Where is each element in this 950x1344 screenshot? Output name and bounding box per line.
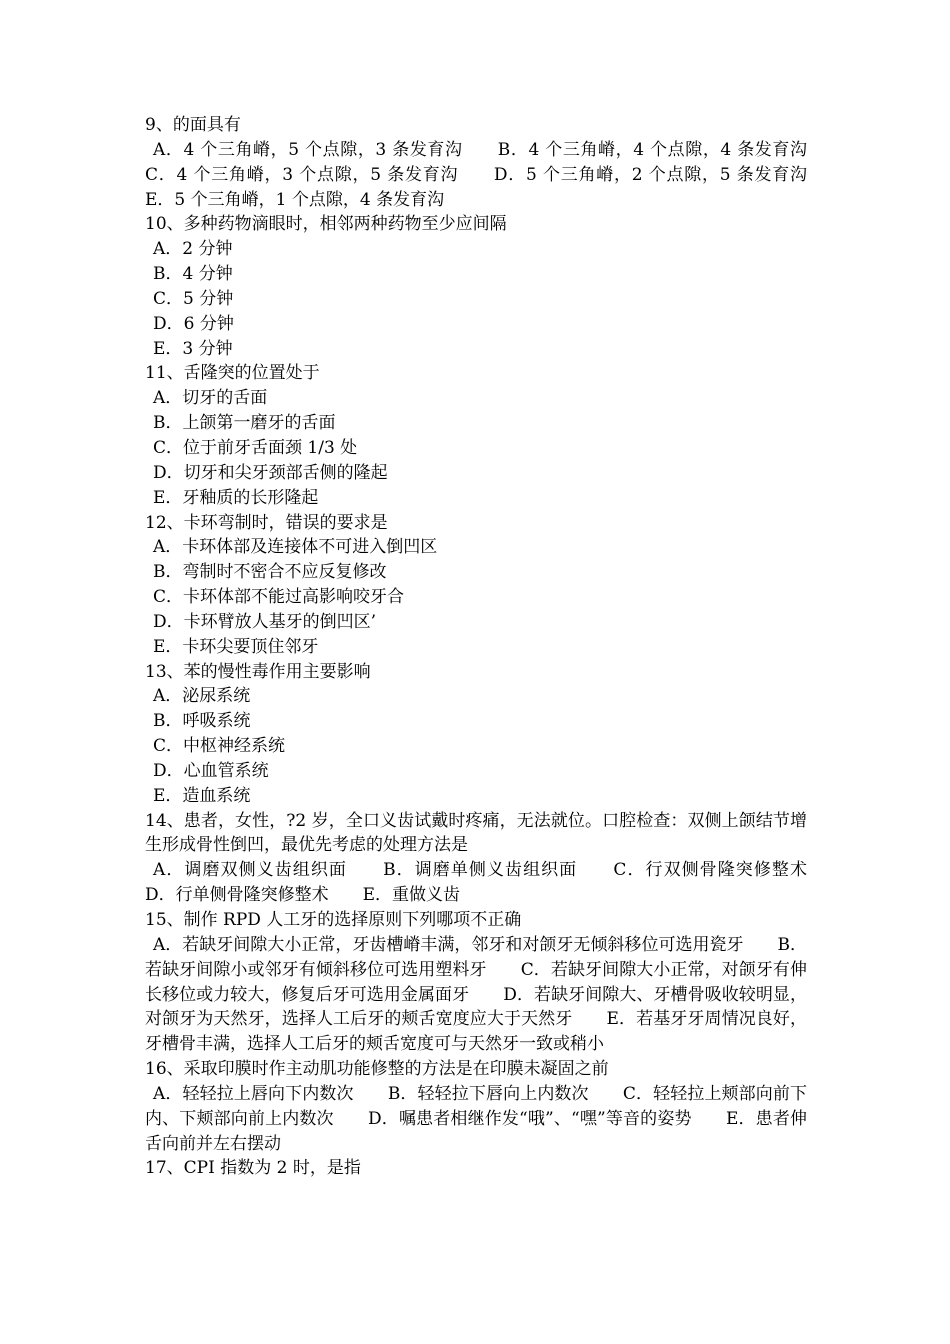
- question-stem: 9、的面具有: [145, 115, 241, 135]
- option-e: E．牙釉质的长形隆起: [153, 487, 319, 508]
- option-d: D．切牙和尖牙颈部舌侧的隆起: [153, 462, 388, 483]
- option-e: E．造血系统: [153, 785, 251, 806]
- question-stem: 12、卡环弯制时，错误的要求是: [145, 512, 388, 533]
- question-stem: 17、CPI 指数为 2 时，是指: [145, 1158, 361, 1179]
- question-stem: 13、苯的慢性毒作用主要影响: [145, 661, 371, 682]
- question-stem: 14、患者，女性，?2 岁，全口义齿试戴时疼痛，无法就位。口腔检查：双侧上颌结节增生形成骨性倒凹，最优先考虑的处理方法是: [145, 810, 807, 856]
- question-options-paragraph: A．4 个三角嵴，5 个点隙，3 条发育沟 B．4 个三角嵴，4 个点隙，4 条发育沟 C．4 个三角嵴，3 个点隙，5 条发育沟 D．5 个三角嵴，2 个点隙，5 条发育沟 E．5 个三角嵴，1 个点隙，4 条发育沟: [145, 139, 841, 210]
- question-options-paragraph: A．调磨双侧义齿组织面 B．调磨单侧义齿组织面 C．行双侧骨隆突修整术 D．行单侧骨隆突修整术 E．重做义齿: [145, 860, 841, 906]
- option-c: C．位于前牙舌面颈 1/3 处: [153, 437, 358, 458]
- question-12: [145, 511, 807, 660]
- option-b: B．弯制时不密合不应反复修改: [153, 562, 387, 583]
- option-c: C．中枢神经系统: [153, 736, 286, 757]
- option-c: C．卡环体部不能过高影响咬牙合: [153, 587, 405, 608]
- question-16: [145, 1057, 807, 1156]
- question-stem: 10、多种药物滴眼时，相邻两种药物至少应间隔: [145, 214, 507, 235]
- question-stem: 11、舌隆突的位置处于: [145, 363, 320, 384]
- question-15: [145, 908, 807, 1057]
- question-stem: 16、采取印膜时作主动肌功能修整的方法是在印膜未凝固之前: [145, 1059, 609, 1080]
- option-a: A．切牙的舌面: [153, 388, 268, 409]
- option-d: D．卡环臂放人基牙的倒凹区’: [153, 611, 377, 632]
- exam-page: [145, 113, 841, 1181]
- option-e: E．3 分钟: [153, 338, 233, 359]
- question-14: [145, 809, 841, 908]
- option-e: E．卡环尖要顶住邻牙: [153, 636, 319, 657]
- option-a: A．泌尿系统: [153, 686, 251, 707]
- option-d: D．心血管系统: [153, 760, 269, 781]
- question-9: [145, 113, 841, 212]
- option-b: B．呼吸系统: [153, 711, 251, 732]
- option-b: B．上颌第一磨牙的舌面: [153, 413, 336, 434]
- question-options-paragraph: A．轻轻拉上唇向下内数次 B．轻轻拉下唇向上内数次 C．轻轻拉上颊部向前下内、下颊部向前上内数次 D．嘱患者相继作发“哦”、“嘿”等音的姿势 E．患者伸舌向前并左右摆动: [145, 1083, 807, 1154]
- option-a: A．2 分钟: [153, 239, 233, 260]
- question-17: [145, 1156, 807, 1181]
- option-d: D．6 分钟: [153, 313, 234, 334]
- option-c: C．5 分钟: [153, 288, 234, 309]
- question-11: [145, 361, 807, 510]
- option-a: A．卡环体部及连接体不可进入倒凹区: [153, 537, 438, 558]
- option-b: B．4 分钟: [153, 264, 233, 285]
- question-stem: 15、制作 RPD 人工牙的选择原则下列哪项不正确: [145, 910, 522, 930]
- question-13: [145, 660, 807, 809]
- question-options-paragraph: A．若缺牙间隙大小正常，牙齿槽嵴丰满，邻牙和对颌牙无倾斜移位可选用瓷牙 B．若缺牙间隙小或邻牙有倾斜移位可选用塑料牙 C．若缺牙间隙大小正常，对颌牙有伸长移位或力较大，修复后牙可选用金属面牙 D．若缺牙间隙大、牙槽骨吸收较明显，对颌牙为天然牙，选择人工后牙的颊舌宽度应大于天然牙 E．若基牙牙周情况良好，牙槽骨丰满，选择人工后牙的颊舌宽度可与天然牙一致或稍小: [145, 934, 807, 1055]
- question-10: [145, 212, 807, 361]
